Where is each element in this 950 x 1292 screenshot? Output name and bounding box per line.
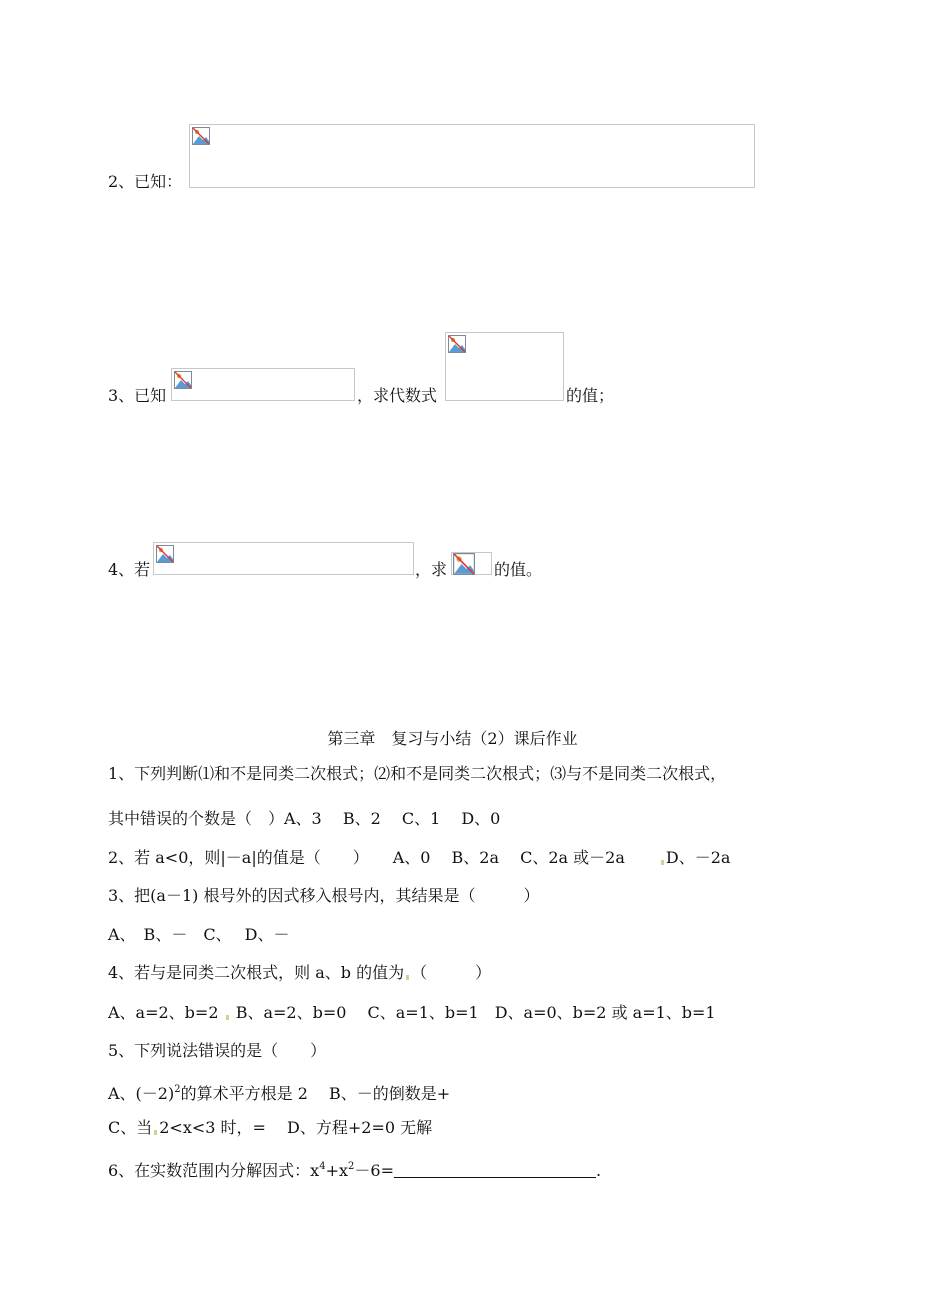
hw-q5-line1: 5、下列说法错误的是（ ） [108, 1041, 327, 1060]
hw-q2-option-d: D、－2a [665, 848, 731, 867]
hw-q4-options-rest: B、a=2、b=0 C、a=1、b=1 D、a=0、b=2 或 a=1、b=1 [235, 1003, 716, 1022]
hw-q4-text: 4、若与是同类二次根式，则 a、b 的值为 [108, 963, 405, 982]
image-placeholder [445, 332, 564, 401]
image-placeholder [153, 542, 414, 575]
hw-q1-line2: 其中错误的个数是（ ）A、3 B、2 C、1 D、0 [108, 809, 501, 828]
q3-suffix: 的值； [566, 386, 615, 405]
hw-q3-line2: A、 B、－ C、 D、－ [108, 925, 290, 944]
q4-prefix: 4、若 [108, 560, 151, 579]
hw-q5-options-cd [108, 1118, 432, 1138]
hw-q6-end: . [596, 1161, 602, 1180]
q3-prefix: 3、已知 [108, 386, 167, 405]
hw-q5-options-ab [108, 1080, 450, 1104]
image-placeholder [171, 368, 355, 401]
hw-q1-line1: 1、下列判断⑴和不是同类二次根式；⑵和不是同类二次根式；⑶与不是同类二次根式， [108, 764, 727, 783]
highlight-mark [226, 1015, 229, 1020]
q4-middle: ，求 [415, 560, 448, 579]
q3-middle: ，求代数式 [357, 386, 438, 405]
q2-prefix: 2、已知： [108, 172, 183, 191]
hw-q5-opt-c1: C、当 [108, 1118, 153, 1137]
answer-blank[interactable] [438, 1163, 596, 1178]
hw-q4 [108, 963, 491, 983]
image-placeholder [451, 552, 492, 575]
superscript: 4 [319, 1161, 326, 1172]
hw-q6-c: －6= [354, 1161, 394, 1180]
q4-suffix: 的值。 [494, 560, 543, 579]
superscript: 2 [174, 1084, 181, 1095]
image-placeholder [189, 124, 755, 188]
hw-q6-b: +x [325, 1161, 349, 1180]
hw-q2 [108, 848, 730, 868]
highlight-mark [406, 975, 409, 980]
highlight-mark [661, 860, 664, 865]
section-heading: 第三章 复习与小结（2）课后作业 [327, 729, 578, 748]
broken-image-icon [453, 553, 475, 575]
answer-blank[interactable] [394, 1163, 438, 1178]
hw-q2-text: 2、若 a<0，则|－a|的值是（ ） A、0 B、2a C、2a 或－2a [108, 848, 625, 867]
hw-q6 [108, 1157, 601, 1181]
hw-q5-opt-a2: 的算术平方根是 2 B、－的倒数是+ [180, 1084, 451, 1103]
hw-q6-a: 6、在实数范围内分解因式：x [108, 1161, 320, 1180]
broken-image-icon [448, 335, 466, 353]
hw-q3-line1: 3、把(a－1) 根号外的因式移入根号内，其结果是（ ） [108, 886, 540, 905]
hw-q4-option-a: A、a=2、b=2 [108, 1003, 219, 1022]
hw-q5-opt-c2: 2<x<3 时，= D、方程+2=0 无解 [159, 1118, 433, 1137]
superscript: 2 [348, 1161, 355, 1172]
broken-image-icon [192, 127, 210, 145]
hw-q4-options [108, 1003, 716, 1023]
hw-q4-paren: （ ） [411, 963, 492, 982]
broken-image-icon [156, 545, 174, 563]
hw-q5-opt-a1: A、(－2) [108, 1084, 175, 1103]
broken-image-icon [174, 371, 192, 389]
highlight-mark [154, 1130, 157, 1135]
